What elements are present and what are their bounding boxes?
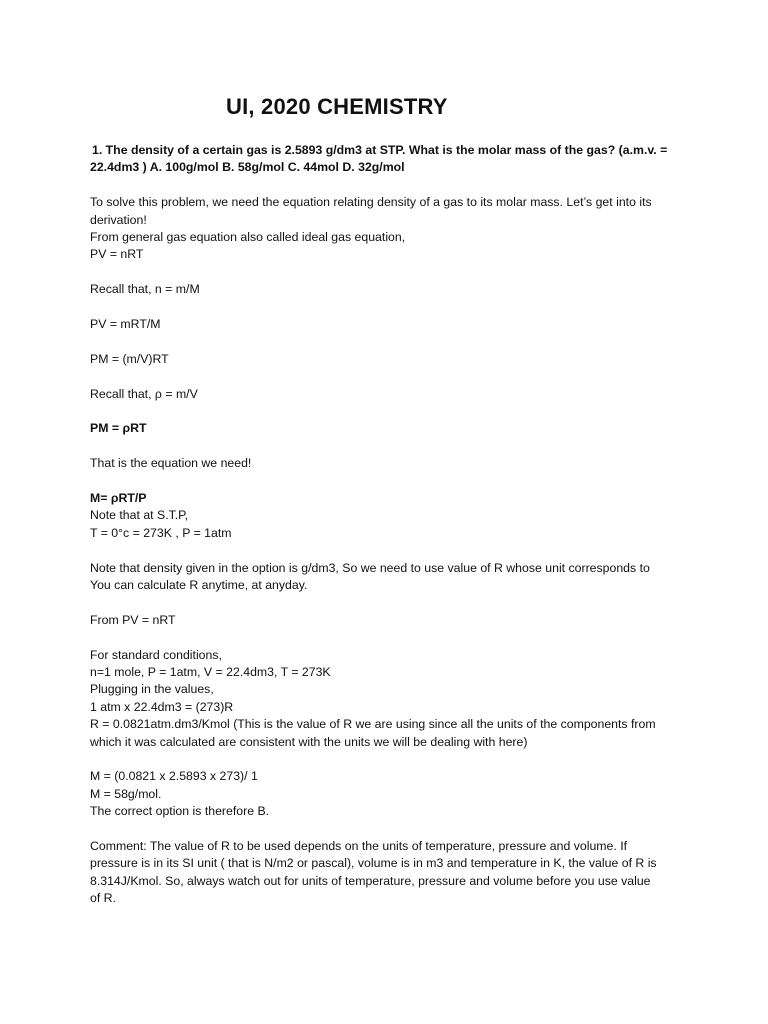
comment-line-1: Comment: The value of R to be used depends on the units of temperature, pressure and volume. If — [90, 839, 628, 854]
intro-line-2: derivation! — [90, 212, 147, 227]
density-note-line-1: Note that density given in the option is g/dm3, So we need to use value of R whose unit corresponds to — [90, 560, 650, 575]
spacer — [90, 438, 680, 455]
intro-line-1: To solve this problem, we need the equation relating density of a gas to its molar mass. Let’s get into its — [90, 195, 652, 210]
spacer — [90, 594, 680, 611]
calc-line-3: The correct option is therefore B. — [90, 804, 270, 819]
page-title: UI, 2020 CHEMISTRY — [226, 94, 448, 119]
standard-line-6: which it was calculated are consistent with the units we will be dealing with here) — [90, 734, 528, 749]
spacer — [90, 542, 680, 559]
intro-line-3: From general gas equation also called ideal gas equation, — [90, 230, 406, 245]
equation-needed-text: That is the equation we need! — [90, 456, 252, 471]
equation-pm-rhort: PM = ρRT — [90, 421, 147, 436]
spacer — [90, 333, 680, 350]
spacer — [90, 264, 680, 281]
stp-line-1: Note that at S.T.P, — [90, 508, 189, 523]
standard-line-2: n=1 mole, P = 1atm, V = 22.4dm3, T = 273K — [90, 665, 331, 680]
equation-pv-mrt: PV = mRT/M — [90, 317, 161, 332]
spacer — [90, 473, 680, 490]
from-pv: From PV = nRT — [90, 612, 176, 627]
calc-line-1: M = (0.0821 x 2.5893 x 273)/ 1 — [90, 769, 258, 784]
standard-line-1: For standard conditions, — [90, 647, 222, 662]
standard-line-3: Plugging in the values, — [90, 682, 214, 697]
spacer — [90, 821, 680, 838]
equation-pm-mv: PM = (m/V)RT — [90, 351, 169, 366]
question-line-1: 1. The density of a certain gas is 2.5893 g/dm3 at STP. What is the molar mass of the gas? (a.m.v. = — [92, 143, 668, 157]
recall-n: Recall that, n = m/M — [90, 282, 200, 297]
comment-line-4: of R. — [90, 891, 116, 906]
comment-line-2: pressure is in its SI unit ( that is N/m2 or pascal), volume is in m3 and temperature in K, the value of R is — [90, 856, 657, 871]
standard-line-5: R = 0.0821atm.dm3/Kmol (This is the value of R we are using since all the units of the components from — [90, 717, 656, 732]
spacer — [90, 299, 680, 316]
density-note-line-2: You can calculate R anytime, at anyday. — [90, 578, 308, 593]
recall-rho: Recall that, ρ = m/V — [90, 386, 198, 401]
spacer — [90, 177, 680, 194]
standard-line-4: 1 atm x 22.4dm3 = (273)R — [90, 699, 234, 714]
spacer — [90, 751, 680, 768]
stp-line-2: T = 0°c = 273K , P = 1atm — [90, 525, 232, 540]
spacer — [90, 629, 680, 646]
intro-line-4: PV = nRT — [90, 247, 144, 262]
equation-m: M= ρRT/P — [90, 491, 147, 505]
spacer — [90, 368, 680, 385]
spacer — [90, 403, 680, 420]
question-line-2: 22.4dm3 ) A. 100g/mol B. 58g/mol C. 44mol D. 32g/mol — [90, 160, 405, 175]
document-body — [90, 142, 680, 908]
comment-line-3: 8.314J/Kmol. So, always watch out for units of temperature, pressure and volume before you use value — [90, 873, 651, 888]
calc-line-2: M = 58g/mol. — [90, 786, 162, 801]
